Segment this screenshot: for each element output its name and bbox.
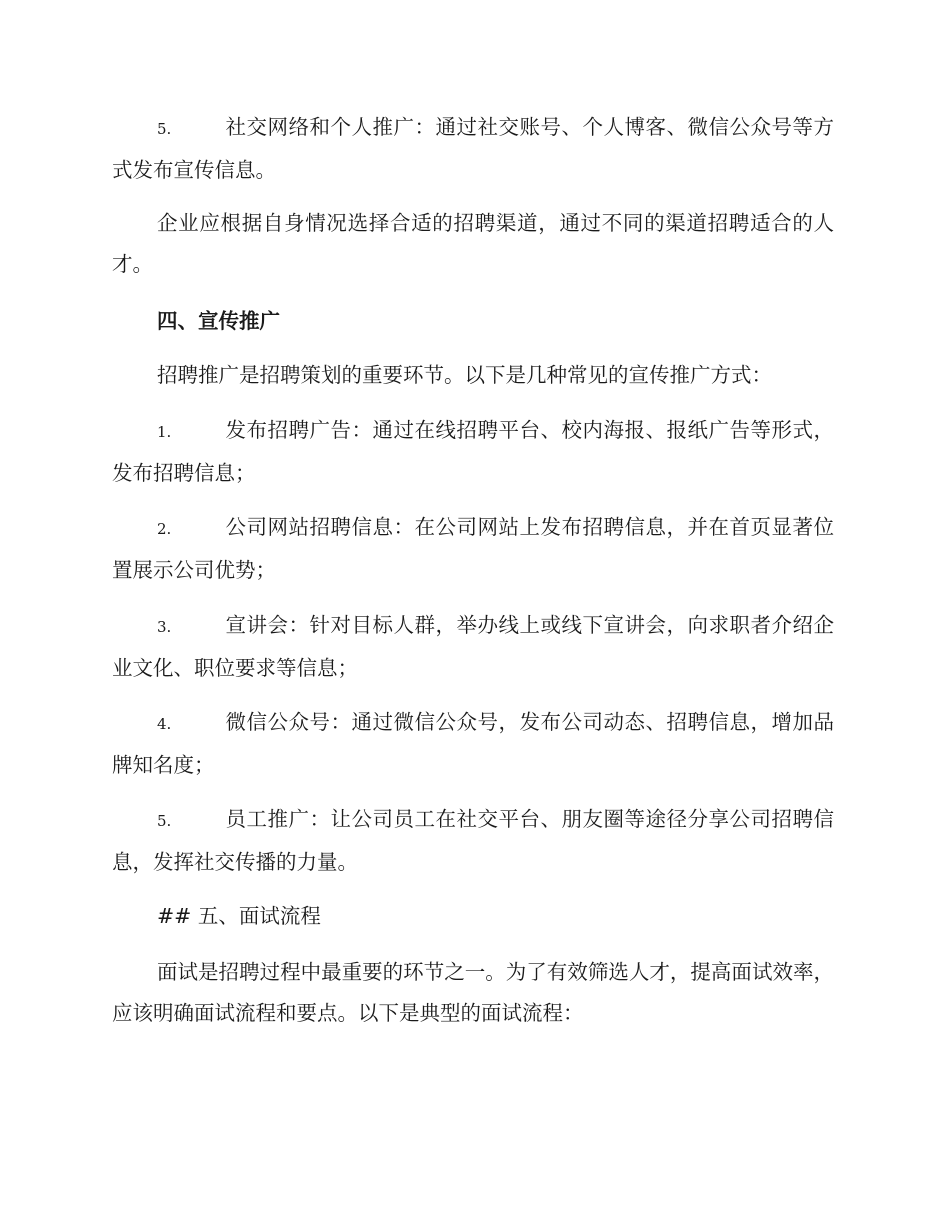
list-item-promo-2 [112,507,834,591]
list-item-text: 发布招聘广告：通过在线招聘平台、校内海报、报纸广告等形式，发布招聘信息； [112,418,834,485]
paragraph-channels: 企业应根据自身情况选择合适的招聘渠道，通过不同的渠道招聘适合的人才。 [112,211,834,276]
list-item-text: 公司网站招聘信息：在公司网站上发布招聘信息，并在首页显著位置展示公司优势； [112,515,834,582]
list-number: 5. [157,120,172,138]
list-number: 5. [157,812,172,830]
list-number: 1. [157,423,172,441]
section-heading-interview: ## 五、面试流程 [157,904,321,928]
list-item-text: 社交网络和个人推广：通过社交账号、个人博客、微信公众号等方式发布宣传信息。 [112,115,834,182]
list-item-text: 宣讲会：针对目标人群，举办线上或线下宣讲会，向求职者介绍企业文化、职位要求等信息； [112,613,834,680]
list-item-text: 员工推广：让公司员工在社交平台、朋友圈等途径分享公司招聘信息，发挥社交传播的力量。 [112,807,834,874]
paragraph-promotion-intro: 招聘推广是招聘策划的重要环节。以下是几种常见的宣传推广方式： [157,363,772,387]
list-item-promo-3 [112,605,834,689]
paragraph-interview: 面试是招聘过程中最重要的环节之一。为了有效筛选人才，提高面试效率，应该明确面试流程和要点。以下是典型的面试流程： [112,960,834,1025]
list-number: 4. [157,715,172,733]
list-item-promo-1 [112,410,834,494]
section-heading-promotion: 四、宣传推广 [157,309,280,333]
list-item-prev-5 [112,107,834,191]
list-item-promo-5 [112,799,834,883]
list-item-promo-4 [112,702,834,786]
list-item-text: 微信公众号：通过微信公众号，发布公司动态、招聘信息，增加品牌知名度； [112,710,834,777]
list-number: 2. [157,520,172,538]
list-number: 3. [157,618,172,636]
